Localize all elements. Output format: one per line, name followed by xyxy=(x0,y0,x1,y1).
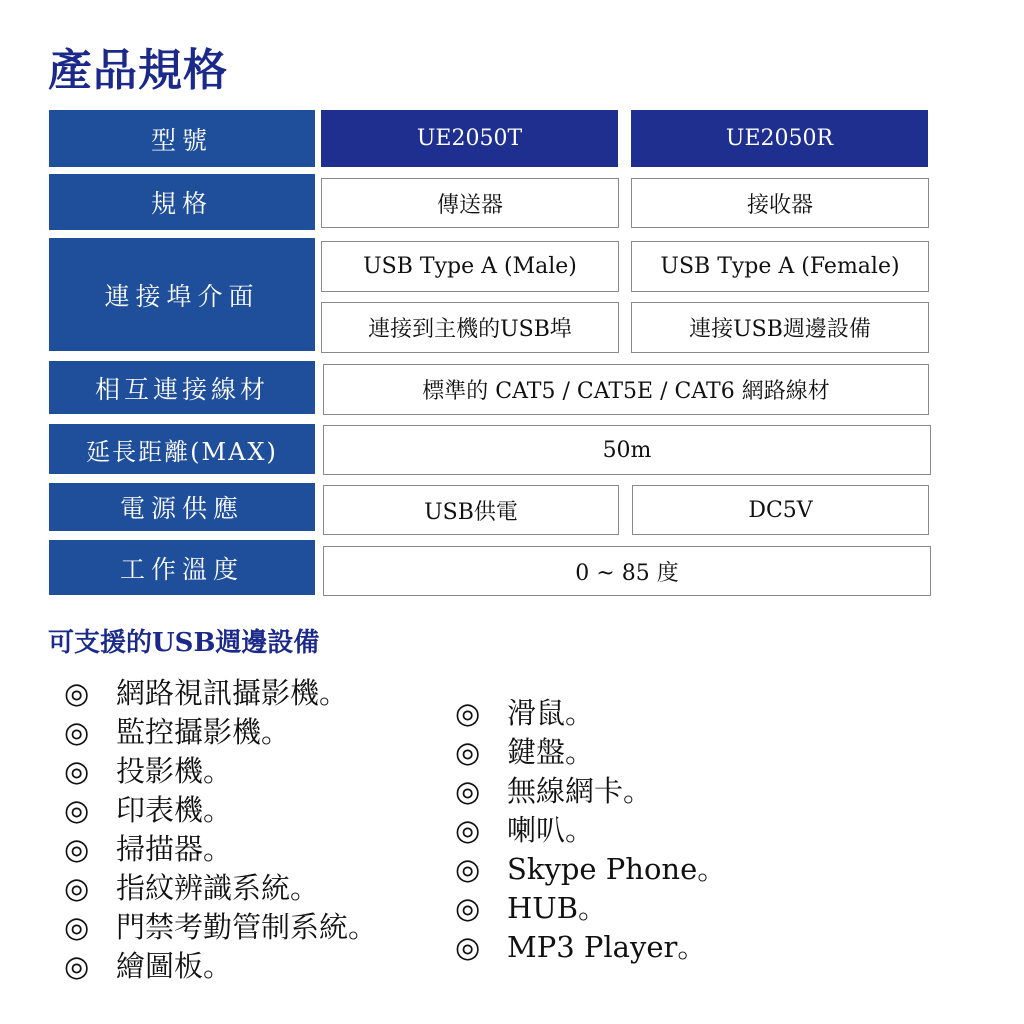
spec-label: 規格 xyxy=(49,174,315,230)
model-r: UE2050R xyxy=(631,110,928,167)
list-item: ◎ 投影機。 xyxy=(64,752,377,791)
bullet-icon: ◎ xyxy=(64,793,90,827)
list-item: ◎ 指紋辨識系統。 xyxy=(64,869,377,908)
list-item: ◎ 網路視訊攝影機。 xyxy=(64,674,377,713)
spec-transmitter: 傳送器 xyxy=(321,178,619,228)
temp-label: 工作溫度 xyxy=(49,540,315,595)
devices-list-right xyxy=(455,694,726,967)
bullet-icon: ◎ xyxy=(64,715,90,749)
bullet-icon: ◎ xyxy=(64,949,90,983)
power-r: DC5V xyxy=(632,485,929,535)
bullet-icon: ◎ xyxy=(455,813,481,847)
devices-title: 可支援的USB週邊設備 xyxy=(48,628,320,658)
bullet-icon: ◎ xyxy=(64,910,90,944)
list-item: ◎ MP3 Player。 xyxy=(455,928,726,967)
bullet-icon: ◎ xyxy=(455,852,481,886)
spec-receiver: 接收器 xyxy=(631,178,929,228)
bullet-icon: ◎ xyxy=(455,696,481,730)
list-item: ◎ Skype Phone。 xyxy=(455,850,726,889)
list-item: ◎ HUB。 xyxy=(455,889,726,928)
bullet-icon: ◎ xyxy=(64,754,90,788)
power-t: USB供電 xyxy=(323,485,619,535)
cable-label: 相互連接線材 xyxy=(49,361,315,414)
page-title: 產品規格 xyxy=(48,45,228,96)
list-item: ◎ 喇叭。 xyxy=(455,811,726,850)
bullet-icon: ◎ xyxy=(455,774,481,808)
bullet-icon: ◎ xyxy=(455,930,481,964)
bullet-icon: ◎ xyxy=(455,891,481,925)
list-item: ◎ 監控攝影機。 xyxy=(64,713,377,752)
bullet-icon: ◎ xyxy=(64,832,90,866)
temp-value: 0 ~ 85 度 xyxy=(323,546,931,596)
list-item: ◎ 鍵盤。 xyxy=(455,733,726,772)
model-label: 型號 xyxy=(49,110,315,167)
port-type-t: USB Type A (Male) xyxy=(321,241,619,292)
list-item: ◎ 繪圖板。 xyxy=(64,947,377,986)
bullet-icon: ◎ xyxy=(455,735,481,769)
bullet-icon: ◎ xyxy=(64,676,90,710)
distance-value: 50m xyxy=(323,425,931,475)
cable-value: 標準的 CAT5 / CAT5E / CAT6 網路線材 xyxy=(323,364,929,415)
list-item: ◎ 印表機。 xyxy=(64,791,377,830)
list-item: ◎ 門禁考勤管制系統。 xyxy=(64,908,377,947)
list-item: ◎ 滑鼠。 xyxy=(455,694,726,733)
port-label: 連接埠介面 xyxy=(49,238,315,351)
port-desc-t: 連接到主機的USB埠 xyxy=(321,302,619,353)
power-label: 電源供應 xyxy=(49,483,315,531)
model-t: UE2050T xyxy=(321,110,618,167)
distance-label: 延長距離(MAX) xyxy=(49,424,315,474)
port-type-r: USB Type A (Female) xyxy=(631,241,929,292)
list-item: ◎ 掃描器。 xyxy=(64,830,377,869)
devices-list-left xyxy=(64,674,377,986)
list-item: ◎ 無線網卡。 xyxy=(455,772,726,811)
bullet-icon: ◎ xyxy=(64,871,90,905)
port-desc-r: 連接USB週邊設備 xyxy=(631,302,929,353)
